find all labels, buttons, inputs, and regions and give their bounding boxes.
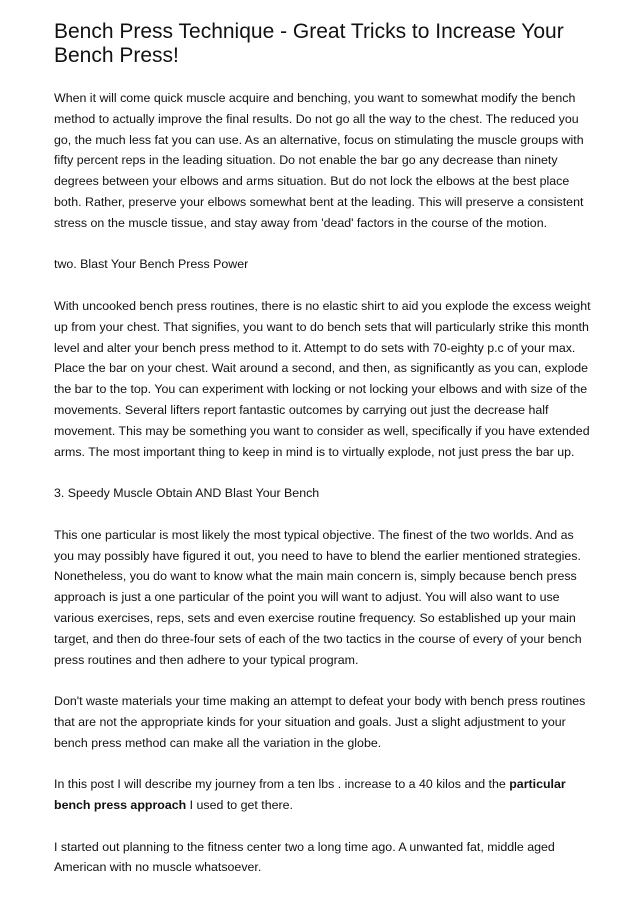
final-paragraph: I started out planning to the fitness center two a long time ago. A unwanted fat, middle aged American with no muscle whatsoever.: [54, 839, 555, 875]
journey-text-after: I used to get there.: [186, 798, 293, 813]
document-title: Bench Press Technique - Great Tricks to Increase Your Bench Press!: [54, 20, 564, 67]
journey-bold-phrase: particular bench press approach: [54, 777, 566, 813]
section-heading-blast-power: two. Blast Your Bench Press Power: [54, 257, 249, 272]
journey-text-before: In this post I will describe my journey from a ten lbs . increase to a 40 kilos and the: [54, 777, 510, 792]
document-page: [54, 20, 594, 899]
dont-waste-paragraph: Don't waste materials your time making an attempt to defeat your body with bench press routines that are not the appropriate kinds for your situation and goals. Just a slight adjustment to your bench press method can make all the variation in the globe.: [54, 694, 586, 750]
speedy-muscle-paragraph: This one particular is most likely the most typical objective. The finest of the two worlds. And as you may possibly have figured it out, you need to have to blend the earlier mentioned strategies. Nonetheless, you do want to know what the main main concern is, simply because bench press approach is just a one particular of the point you will want to adjust. You will also want to use various exercises, reps, sets and even exercise routine frequency. So established up your main target, and then do three-four sets of each of the two tactics in the course of every of your bench press routines and then adhere to your typical program.: [54, 527, 582, 667]
section-heading-speedy-muscle: 3. Speedy Muscle Obtain AND Blast Your Bench: [54, 486, 320, 501]
intro-paragraph: When it will come quick muscle acquire and benching, you want to somewhat modify the bench method to actually improve the final results. Do not go all the way to the chest. The reduced you go, the much less fat you can use. As an alternative, focus on stimulating the muscle groups with fifty percent reps in the leading situation. Do not enable the bar go any decrease than ninety degrees between your elbows and arms situation. But do not lock the elbows at the best place both. Rather, preserve your elbows somewhat bent at the leading. This will preserve a consistent stress on the muscle tissue, and stay away from 'dead' factors in the course of the motion.: [54, 91, 584, 230]
journey-paragraph: [54, 774, 594, 816]
blast-power-paragraph: With uncooked bench press routines, there is no elastic shirt to aid you explode the excess weight up from your chest. That signifies, you want to do bench sets that will particularly strike this month level and alter your bench press method to it. Attempt to do sets with 70-eighty p.c of your max. Place the bar on your chest. Wait around a second, and then, as significantly as you can, explode the bar to the top. You can experiment with locking or not locking your elbows and with size of the movements. Several lifters report fantastic outcomes by carrying out just the decrease half movement. This may be something you want to consider as well, specifically if you have extended arms. The most important thing to keep in mind is to virtually explode, not just press the bar up.: [54, 298, 591, 459]
